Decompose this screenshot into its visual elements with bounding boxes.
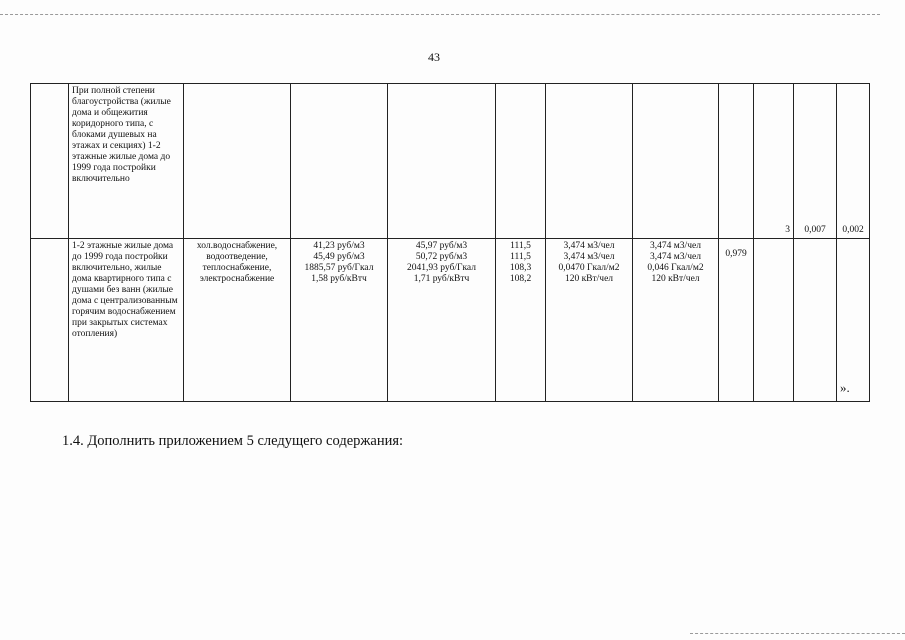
tariff-line: 1,58 руб/кВтч <box>311 274 367 284</box>
category-cell: При полной степени благоустройства (жилые дома и общежития коридорного типа, с блоками душевых на этажах и секциях) 1-2 этажные жилые дома до 1999 года постройки включительно <box>69 84 184 239</box>
index-line: 111,5 <box>510 241 531 251</box>
norm-line: 0,0470 Гкал/м2 <box>558 263 620 273</box>
value-cell <box>754 239 794 402</box>
services-cell <box>184 84 291 239</box>
index-cell <box>496 84 546 239</box>
value-cell: 0,002 <box>837 84 870 239</box>
tariff-cell-2 <box>388 239 496 402</box>
norm-line: 3,474 м3/чел <box>650 241 701 251</box>
norm-line: 120 кВт/чел <box>564 274 614 284</box>
value-cell <box>837 239 870 402</box>
norm-line: 3,474 м3/чел <box>650 252 701 262</box>
norm-line: 0,046 Гкал/м2 <box>647 263 704 273</box>
tariff-line: 1,71 руб/кВтч <box>413 274 470 284</box>
coef-cell <box>719 84 754 239</box>
index-line: 111,5 <box>510 252 531 262</box>
coef-cell: 0,979 <box>719 239 754 402</box>
value-cell: 0,007 <box>794 84 837 239</box>
norm-cell-1 <box>546 84 633 239</box>
section-heading: 1.4. Дополнить приложением 5 следущего содержания: <box>62 433 404 449</box>
tariff-line: 45,97 руб/м3 <box>415 241 468 251</box>
empty-cell <box>31 239 69 402</box>
tariff-line: 41,23 руб/м3 <box>313 241 365 251</box>
norm-line: 120 кВт/чел <box>651 274 700 284</box>
value-cell: 3 <box>754 84 794 239</box>
tariff-table <box>30 83 870 402</box>
category-cell: 1-2 этажные жилые дома до 1999 года постройки включительно, жилые дома квартирного типа с душами без ванн (жилые дома с централизованным горячим водоснабжением при закрытых системах отопления) <box>69 239 184 402</box>
scan-edge-bottom <box>690 633 905 634</box>
norm-line: 3,474 м3/чел <box>563 252 615 262</box>
norm-cell-2 <box>633 84 719 239</box>
index-line: 108,2 <box>509 274 532 284</box>
closing-quote: ». <box>840 380 850 395</box>
tariff-cell-2 <box>388 84 496 239</box>
tariff-line: 50,72 руб/м3 <box>415 252 468 262</box>
tariff-line: 2041,93 руб/Гкал <box>407 263 476 273</box>
norm-cell-2 <box>633 239 719 402</box>
scan-edge-top <box>0 14 880 15</box>
index-line: 108,3 <box>509 263 532 273</box>
table-row <box>31 84 870 239</box>
value-cell <box>794 239 837 402</box>
tariff-line: 45,49 руб/м3 <box>313 252 365 262</box>
norm-line: 3,474 м3/чел <box>563 241 615 251</box>
services-cell: хол.водоснабжение, водоотведение, теплоснабжение, электроснабжение <box>184 239 291 402</box>
tariff-cell-1 <box>291 239 388 402</box>
norm-cell-1 <box>546 239 633 402</box>
index-cell <box>496 239 546 402</box>
table-row <box>31 239 870 402</box>
tariff-cell-1 <box>291 84 388 239</box>
page-number: 43 <box>428 50 440 64</box>
tariff-line: 1885,57 руб/Гкал <box>304 263 374 273</box>
empty-cell <box>31 84 69 239</box>
